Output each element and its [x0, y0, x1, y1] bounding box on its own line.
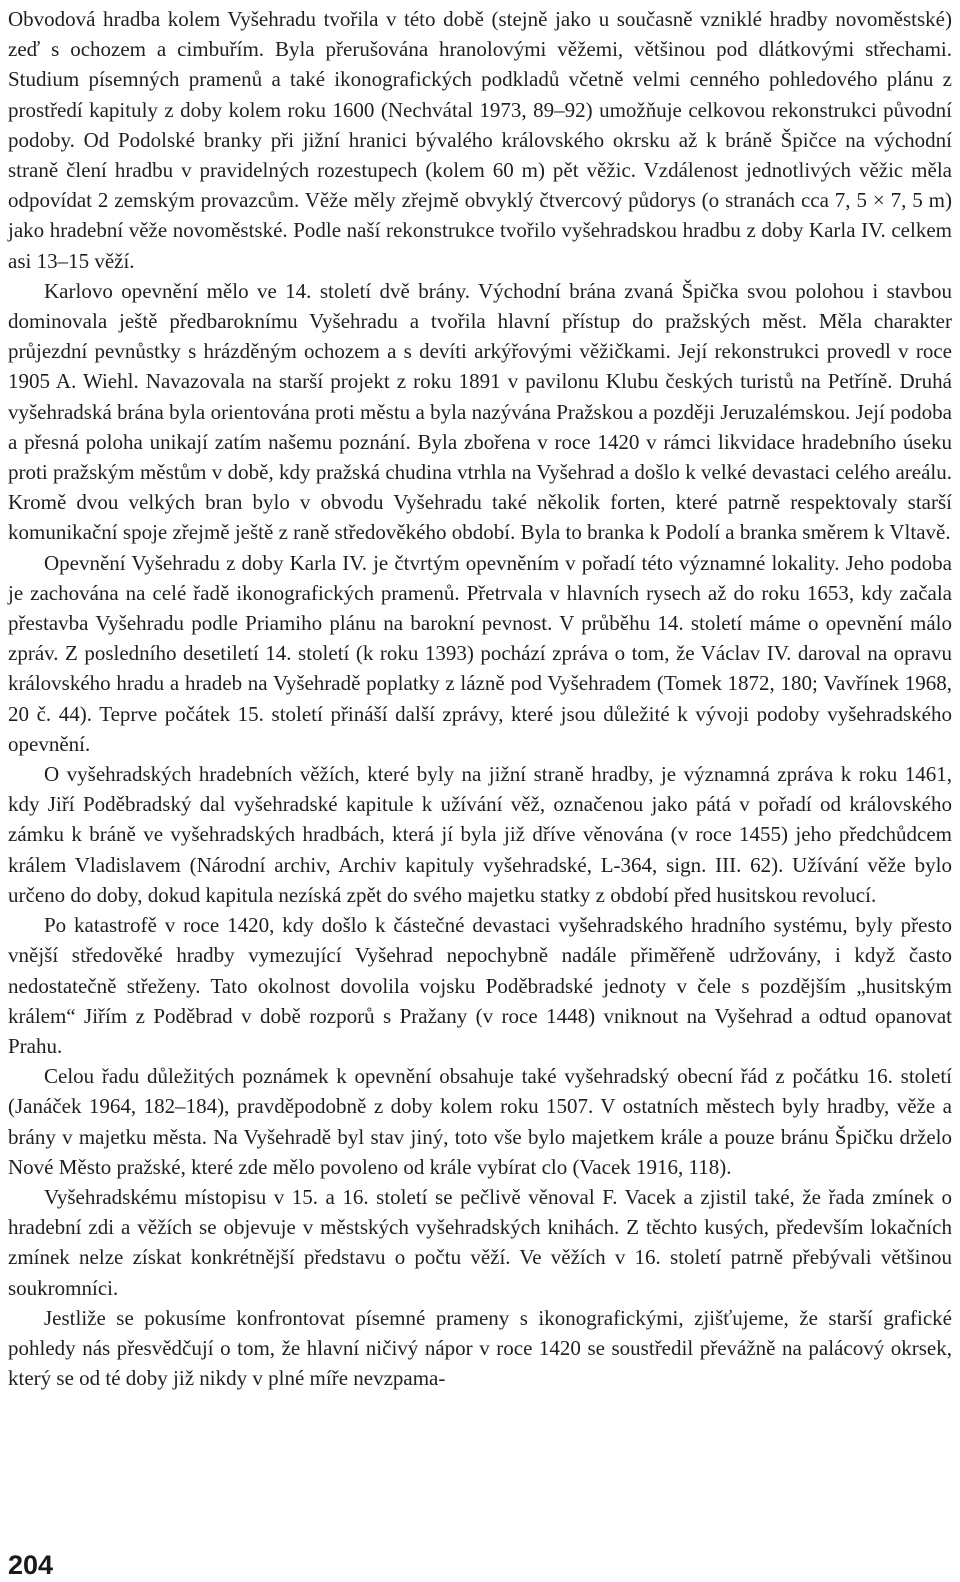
page-number: 204: [8, 1550, 54, 1580]
document-page: [8, 4, 952, 1393]
paragraph-5: Po katastrofě v roce 1420, kdy došlo k částečné devastaci vyšehradského hradního systému, byly přesto vnější středověké hradby vymezující Vyšehrad nepochybně nadále přiměřeně udržovány, i když často nedostatečně střeženy. Tato okolnost dovolila vojsku Poděbradské jednoty v čele s pozdějším „husitským králem“ Jiřím z Poděbrad v době rozporů s Pražany (v roce 1448) vniknout na Vyšehrad a odtud opanovat Prahu.: [8, 913, 952, 1058]
paragraph-3: Opevnění Vyšehradu z doby Karla IV. je čtvrtým opevněním v pořadí této významné lokality. Jeho podoba je zachována na celé řadě ikonografických pramenů. Přetrvala v hlavních rysech až do roku 1653, kdy začala přestavba Vyšehradu podle Priamiho plánu na barokní pevnost. V průběhu 14. století máme o opevnění málo zpráv. Z posledního desetiletí 14. století (k roku 1393) pochází zpráva o tom, že Václav IV. daroval na opravu královského hradu a hradeb na Vyšehradě poplatky z lázně pod Vyšehradem (Tomek 1872, 180; Vavřínek 1968, 20 č. 44). Teprve počátek 15. století přináší další zprávy, které jsou důležité k vývoji podoby vyšehradského opevnění.: [8, 550, 952, 756]
paragraph-8: Jestliže se pokusíme konfrontovat písemné prameny s ikonografickými, zjišťujeme, že starší grafické pohledy nás přesvědčují o tom, že hlavní ničivý nápor v roce 1420 se soustředil převážně na palácový okrsek, který se od té doby již nikdy v plné míře nevzpama-: [8, 1305, 952, 1391]
paragraph-1: Obvodová hradba kolem Vyšehradu tvořila v této době (stejně jako u současně vzniklé hradby novoměstské) zeď s ochozem a cimbuřím. Byla přerušována hranolovými věžemi, většinou pod dlátkovými střechami. Studium písemných pramenů a také ikonografických podkladů včetně velmi cenného pohledového plánu z prostředí kapituly z doby kolem roku 1600 (Nechvátal 1973, 89–92) umožňuje celkovou rekonstrukci původní podoby. Od Podolské branky při jižní hranici bývalého královského okrsku až k bráně Špičce na východní straně člení hradbu v pravidelných rozestupech (kolem 60 m) pět věžic. Vzdálenost jednotlivých věžic měla odpovídat 2 zemským provazcům. Věže měly zřejmě obvyklý čtvercový půdorys (o stranách cca 7, 5 × 7, 5 m) jako hradební věže novoměstské. Podle naší rekonstrukce tvořilo vyšehradskou hradbu z doby Karla IV. celkem asi 13–15 věží.: [8, 7, 952, 273]
paragraph-7: Vyšehradskému místopisu v 15. a 16. století se pečlivě věnoval F. Vacek a zjistil také, že řada zmínek o hradební zdi a věžích se objevuje v městských vyšehradských knihách. Z těchto kusých, především lokačních zmínek nelze získat konkrétnější představu o počtu věží. Ve věžích v 16. století patrně přebývali většinou soukromníci.: [8, 1184, 952, 1300]
paragraph-6: Celou řadu důležitých poznámek k opevnění obsahuje také vyšehradský obecní řád z počátku 16. století (Janáček 1964, 182–184), pravděpodobně z doby kolem roku 1507. V ostatních městech byly hradby, věže a brány v majetku města. Na Vyšehradě byl stav jiný, toto vše bylo majetkem krále a pouze bránu Špičku drželo Nové Město pražské, které zde mělo povoleno od krále vybírat clo (Vacek 1916, 118).: [8, 1064, 952, 1179]
paragraph-4: O vyšehradských hradebních věžích, které byly na jižní straně hradby, je významná zpráva k roku 1461, kdy Jiří Poděbradský dal vyšehradské kapitule k užívání věž, označenou jako pátá v pořadí od královského zámku k bráně ve vyšehradských hradbách, která jí byla již dříve věnována (v roce 1455) jeho předchůdcem králem Vladislavem (Národní archiv, Archiv kapituly vyšehradské, L-364, sign. III. 62). Užívání věže bylo určeno do doby, dokud kapitula nezíská zpět do svého majetku statky z období před husitskou revolucí.: [8, 762, 952, 907]
paragraph-2: Karlovo opevnění mělo ve 14. století dvě brány. Východní brána zvaná Špička svou polohou i stavbou dominovala ještě předbaroknímu Vyšehradu a tvořila hlavní přístup do pražských měst. Měla charakter průjezdní pevnůstky s hrázděným ochozem a s devíti arkýřovými věžičkami. Její rekonstrukci provedl v roce 1905 A. Wiehl. Navazovala na starší projekt z roku 1891 v pavilonu Klubu českých turistů na Petříně. Druhá vyšehradská brána byla orientována proti městu a byla nazývána Pražskou a později Jeruzalémskou. Její podoba a přesná poloha unikají zatím našemu poznání. Byla zbořena v roce 1420 v rámci likvidace hradebního úseku proti pražským městům v době, kdy pražská chudina vtrhla na Vyšehrad a došlo k velké devastaci celého areálu. Kromě dvou velkých bran bylo v obvodu Vyšehradu také několik forten, které patrně respektovaly starší komunikační spoje zřejmě ještě z raně středověkého období. Byla to branka k Podolí a branka směrem k Vltavě.: [8, 278, 952, 545]
